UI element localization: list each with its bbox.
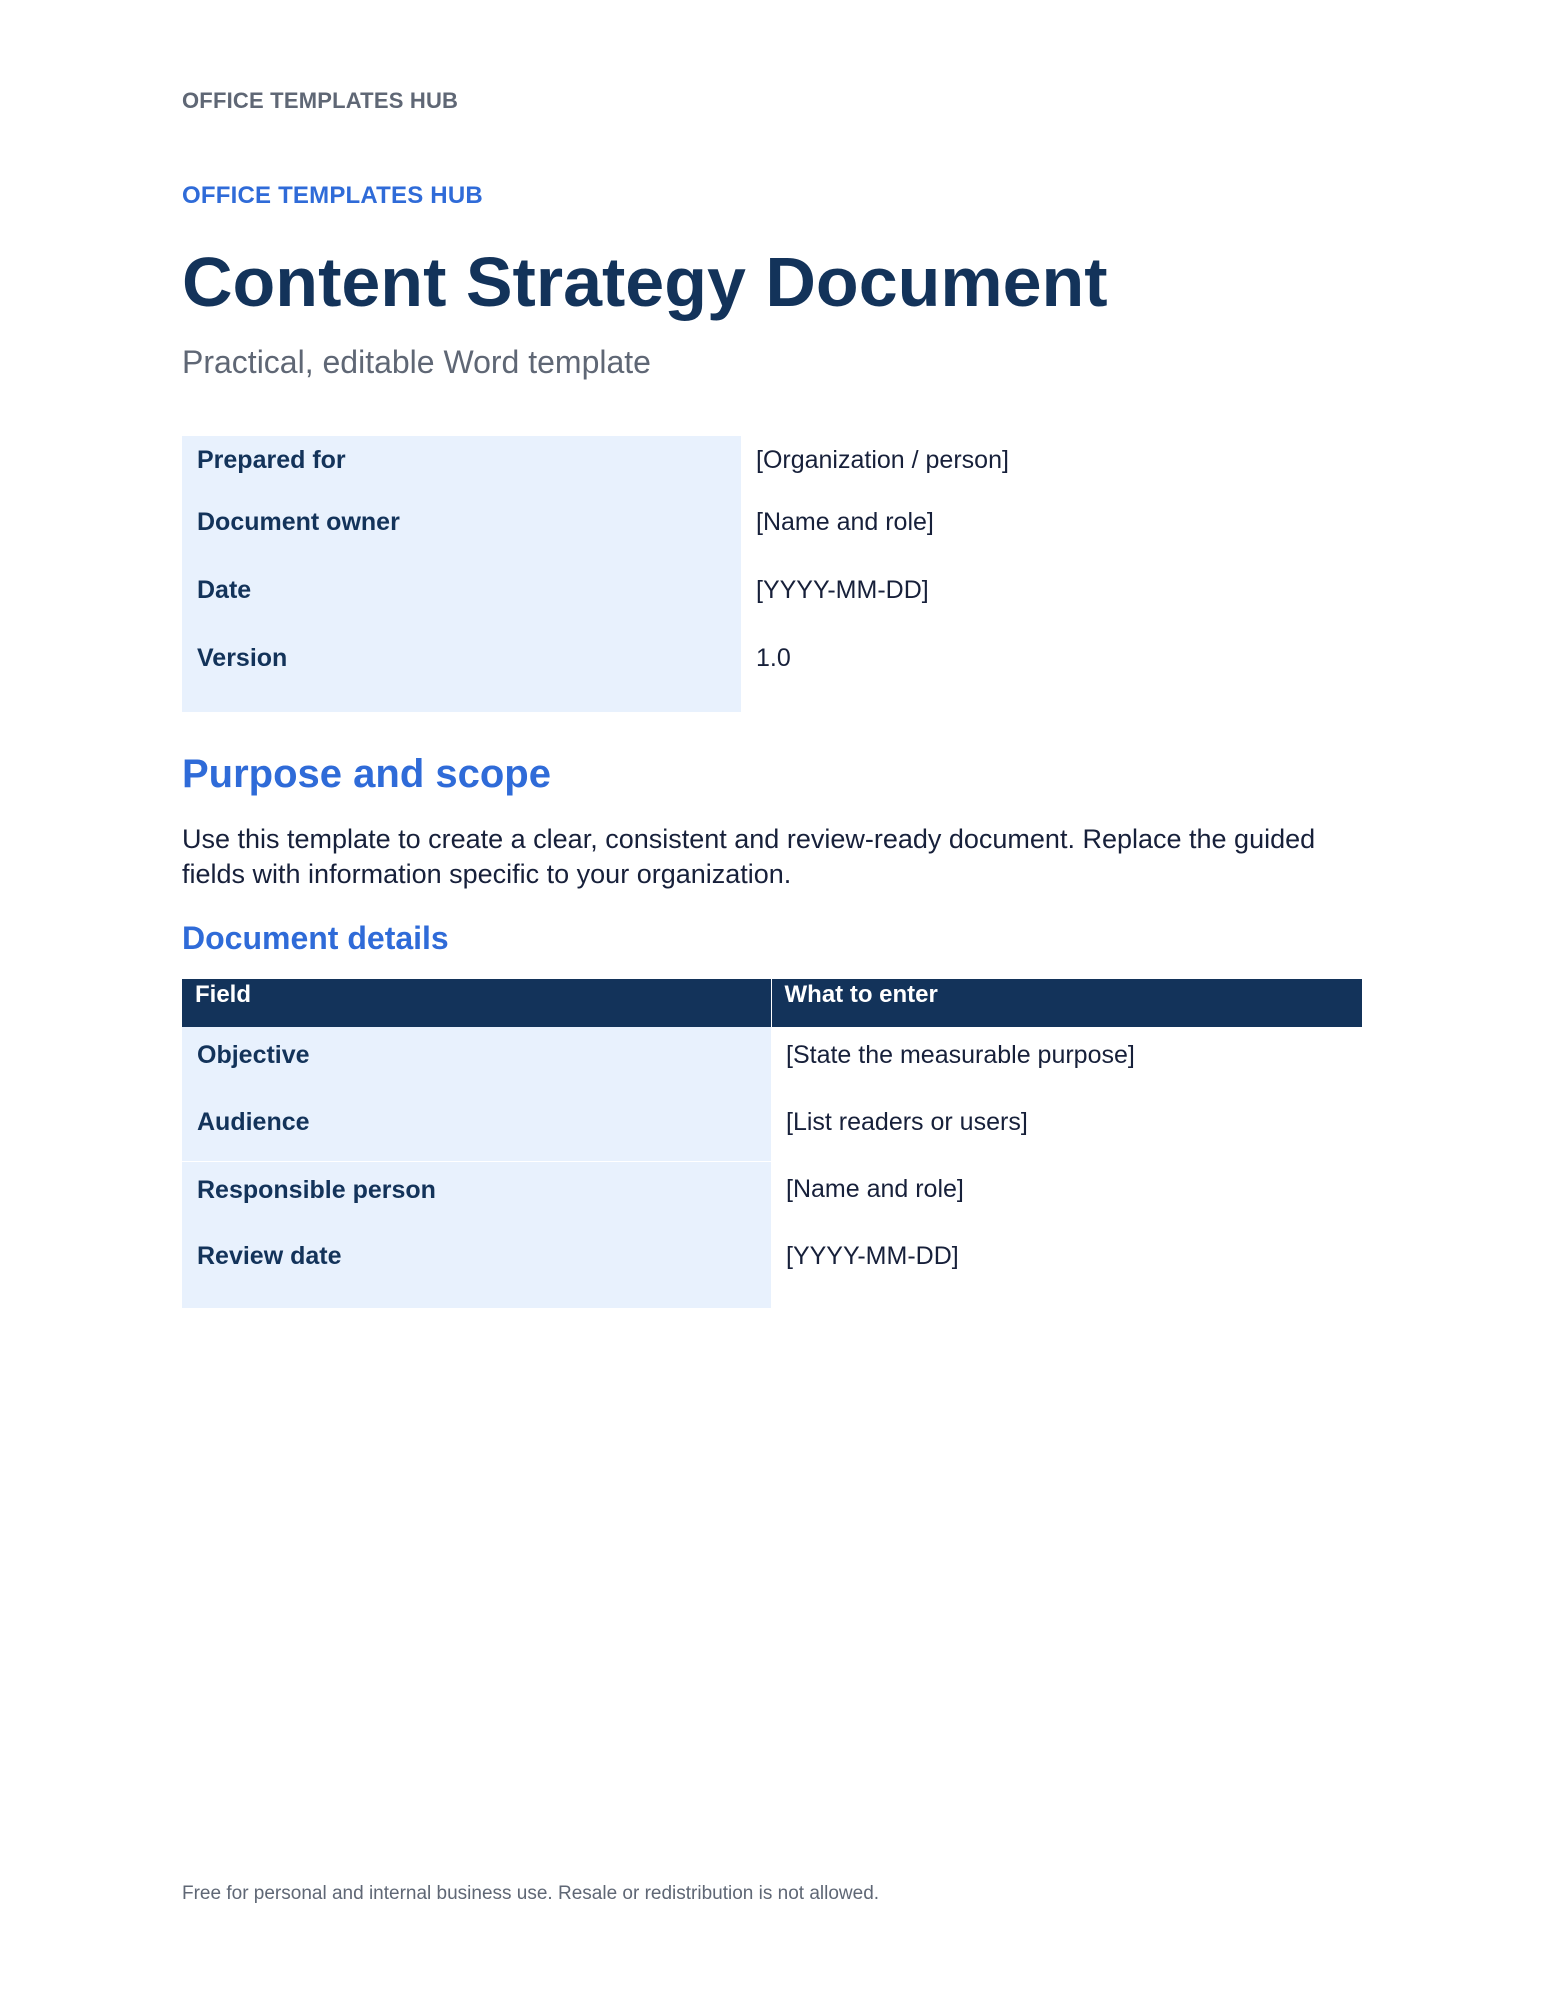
details-field-value[interactable]: [List readers or users]: [771, 1094, 1362, 1161]
details-row-audience: [182, 1094, 1362, 1161]
metadata-label: Version: [182, 634, 741, 712]
details-row-objective: [182, 1027, 1362, 1094]
document-title: Content Strategy Document: [182, 243, 1108, 321]
details-field-label: Review date: [182, 1228, 771, 1308]
metadata-table: [182, 436, 1362, 712]
metadata-value[interactable]: 1.0: [741, 634, 1362, 712]
footer-license-note: Free for personal and internal business use. Resale or redistribution is not allowed.: [182, 1883, 880, 1904]
details-field-label: Objective: [182, 1027, 771, 1094]
metadata-value[interactable]: [Name and role]: [741, 498, 1362, 566]
details-heading: Document details: [182, 920, 449, 956]
column-header-field: Field: [182, 979, 771, 1027]
details-field-value[interactable]: [Name and role]: [771, 1161, 1362, 1228]
metadata-label: Document owner: [182, 498, 741, 566]
metadata-row-prepared-for: [182, 436, 1362, 498]
details-table: [182, 979, 1362, 1308]
document-page: [182, 0, 1362, 2002]
details-row-review-date: [182, 1228, 1362, 1308]
metadata-label: Prepared for: [182, 436, 741, 498]
details-field-value[interactable]: [State the measurable purpose]: [771, 1027, 1362, 1094]
purpose-paragraph: Use this template to create a clear, consistent and review-ready document. Replace the guided fields with information specific to your organization.: [182, 824, 1316, 889]
metadata-row-date: [182, 566, 1362, 634]
metadata-value[interactable]: [Organization / person]: [741, 436, 1362, 498]
document-subtitle: Practical, editable Word template: [182, 344, 651, 380]
metadata-row-version: [182, 634, 1362, 712]
metadata-row-document-owner: [182, 498, 1362, 566]
running-header: OFFICE TEMPLATES HUB: [182, 88, 459, 113]
details-row-responsible-person: [182, 1161, 1362, 1228]
brand-eyebrow: OFFICE TEMPLATES HUB: [182, 182, 483, 209]
details-field-label: Audience: [182, 1094, 771, 1161]
details-field-value[interactable]: [YYYY-MM-DD]: [771, 1228, 1362, 1308]
details-field-label: Responsible person: [182, 1161, 771, 1228]
purpose-heading: Purpose and scope: [182, 752, 551, 796]
metadata-value[interactable]: [YYYY-MM-DD]: [741, 566, 1362, 634]
metadata-label: Date: [182, 566, 741, 634]
column-header-what-to-enter: What to enter: [771, 979, 1362, 1027]
details-header-row: [182, 979, 1362, 1027]
